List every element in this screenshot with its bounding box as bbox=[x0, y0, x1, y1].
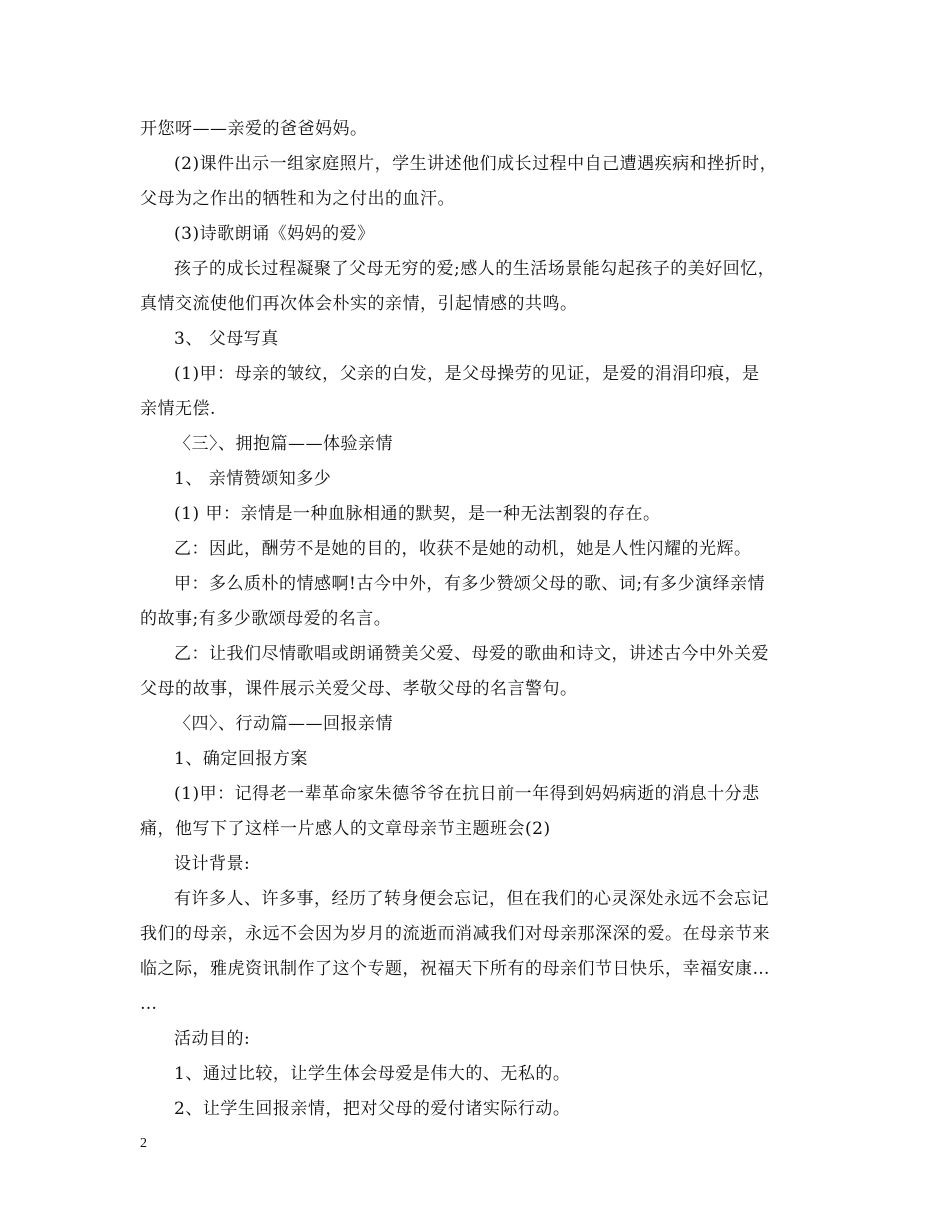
text-line: 我们的母亲，永远不会因为岁月的流逝而消减我们对母亲那深深的爱。在母亲节来 bbox=[140, 924, 770, 944]
text-line: 有许多人、许多事，经历了转身便会忘记，但在我们的心灵深处永远不会忘记 bbox=[174, 889, 769, 909]
text-line: (3)诗歌朗诵《妈妈的爱》 bbox=[174, 224, 375, 244]
text-line: 真情交流使他们再次体会朴实的亲情，引起情感的共鸣。 bbox=[140, 294, 578, 314]
text-line: 开您呀——亲爱的爸爸妈妈。 bbox=[140, 119, 368, 139]
text-line: 父母的故事，课件展示关爱父母、孝敬父母的名言警句。 bbox=[140, 679, 578, 699]
text-line: 乙：让我们尽情歌唱或朗诵赞美父爱、母爱的歌曲和诗文，讲述古今中外关爱 bbox=[174, 644, 769, 664]
text-line: 孩子的成长过程凝聚了父母无穷的爱;感人的生活场景能勾起孩子的美好回忆， bbox=[174, 259, 776, 279]
text-line: (1)甲：母亲的皱纹，父亲的白发，是父母操劳的见证，是爱的涓涓印痕，是 bbox=[174, 364, 760, 384]
section-heading: 1、 亲情赞颂知多少 bbox=[174, 469, 332, 489]
text-line: (1)甲：记得老一辈革命家朱德爷爷在抗日前一年得到妈妈病逝的消息十分悲 bbox=[174, 784, 760, 804]
text-line: (2)课件出示一组家庭照片，学生讲述他们成长过程中自己遭遇疾病和挫折时， bbox=[174, 154, 778, 174]
section-heading: 活动目的: bbox=[174, 1029, 251, 1049]
text-line: (1) 甲：亲情是一种血脉相通的默契，是一种无法割裂的存在。 bbox=[174, 504, 661, 524]
text-line: 的故事;有多少歌颂母爱的名言。 bbox=[140, 609, 392, 629]
page-number: 2 bbox=[140, 1136, 147, 1151]
text-line: 1、通过比较，让学生体会母爱是伟大的、无私的。 bbox=[174, 1064, 571, 1084]
section-heading: 〈四〉、行动篇——回报亲情 bbox=[174, 714, 393, 734]
section-heading: 设计背景: bbox=[174, 854, 251, 874]
text-line: 痛，他写下了这样一片感人的文章母亲节主题班会(2) bbox=[140, 819, 551, 839]
text-line: 2、让学生回报亲情，把对父母的爱付诸实际行动。 bbox=[174, 1099, 571, 1119]
text-line: 乙：因此，酬劳不是她的目的，收获不是她的动机，她是人性闪耀的光辉。 bbox=[174, 539, 752, 559]
text-line: 亲情无偿. bbox=[140, 399, 216, 419]
text-line: 甲：多么质朴的情感啊!古今中外，有多少赞颂父母的歌、词;有多少演绎亲情 bbox=[174, 574, 766, 594]
text-line: … bbox=[140, 994, 158, 1014]
section-heading: 3、 父母写真 bbox=[174, 329, 279, 349]
section-heading: 1、确定回报方案 bbox=[174, 749, 308, 769]
text-line: 临之际，雅虎资讯制作了这个专题，祝福天下所有的母亲们节日快乐，幸福安康… bbox=[140, 959, 770, 979]
text-line: 父母为之作出的牺牲和为之付出的血汗。 bbox=[140, 189, 455, 209]
document-body bbox=[140, 112, 816, 1127]
section-heading: 〈三〉、拥抱篇——体验亲情 bbox=[174, 434, 393, 454]
